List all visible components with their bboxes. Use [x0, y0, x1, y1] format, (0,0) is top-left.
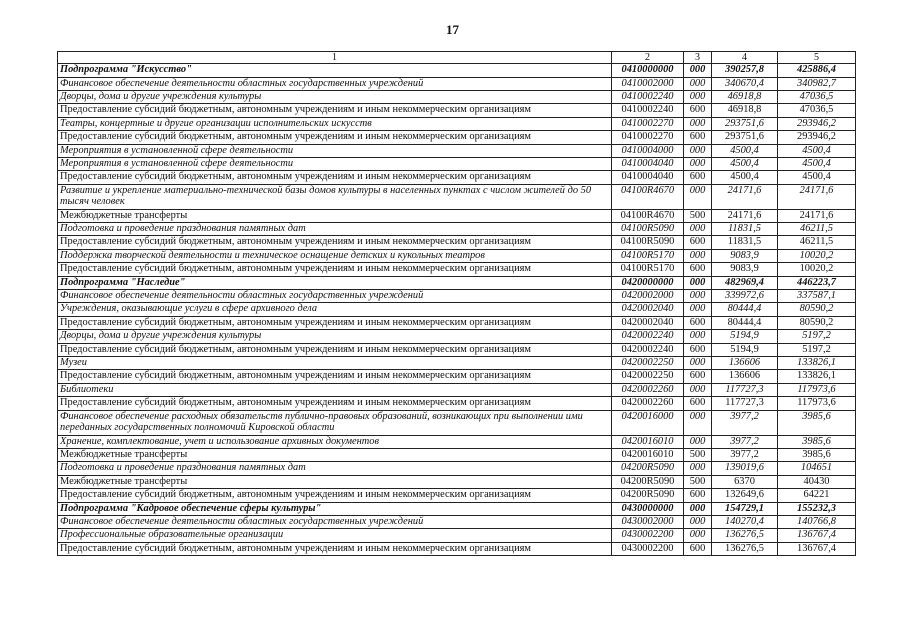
row-code: 04200R5090	[612, 462, 684, 475]
row-value-2: 10020,2	[778, 249, 856, 262]
row-value-2: 4500,4	[778, 171, 856, 184]
table-row	[58, 276, 856, 289]
row-type: 000	[684, 249, 712, 262]
row-value-1: 136276,5	[712, 542, 778, 555]
row-name: Поддержка творческой деятельности и техническое оснащение детских и кукольных театров	[58, 249, 612, 262]
row-value-2: 293946,2	[778, 131, 856, 144]
row-code: 0410002240	[612, 104, 684, 117]
table-row	[58, 370, 856, 383]
table-row	[58, 209, 856, 222]
row-value-2: 425886,4	[778, 64, 856, 77]
row-name: Подпрограмма "Искусство"	[58, 64, 612, 77]
row-value-1: 80444,4	[712, 303, 778, 316]
row-value-2: 140766,8	[778, 515, 856, 528]
row-value-2: 155232,3	[778, 502, 856, 515]
row-name: Межбюджетные трансферты	[58, 448, 612, 461]
row-code: 0420002040	[612, 316, 684, 329]
row-code: 04100R4670	[612, 184, 684, 209]
row-name: Межбюджетные трансферты	[58, 209, 612, 222]
row-type: 000	[684, 357, 712, 370]
table-row	[58, 104, 856, 117]
row-value-2: 47036,5	[778, 90, 856, 103]
row-value-1: 3977,2	[712, 410, 778, 435]
row-type: 600	[684, 489, 712, 502]
row-value-2: 446223,7	[778, 276, 856, 289]
row-value-2: 40430	[778, 475, 856, 488]
row-name: Дворцы, дома и другие учреждения культуры	[58, 330, 612, 343]
table-row	[58, 410, 856, 435]
row-name: Предоставление субсидий бюджетным, автономным учреждениям и иным некоммерческим организациям	[58, 171, 612, 184]
row-code: 0410004040	[612, 171, 684, 184]
row-code: 0420016010	[612, 448, 684, 461]
table-row	[58, 90, 856, 103]
row-code: 0420002260	[612, 397, 684, 410]
row-name: Предоставление субсидий бюджетным, автономным учреждениям и иным некоммерческим организациям	[58, 104, 612, 117]
row-name: Финансовое обеспечение деятельности областных государственных учреждений	[58, 515, 612, 528]
row-code: 04200R5090	[612, 489, 684, 502]
row-type: 000	[684, 64, 712, 77]
row-value-2: 104651	[778, 462, 856, 475]
row-value-1: 24171,6	[712, 184, 778, 209]
row-value-2: 47036,5	[778, 104, 856, 117]
table-row	[58, 357, 856, 370]
row-name: Предоставление субсидий бюджетным, автономным учреждениям и иным некоммерческим организациям	[58, 236, 612, 249]
row-code: 0430002200	[612, 529, 684, 542]
row-value-1: 46918,8	[712, 104, 778, 117]
row-code: 0430000000	[612, 502, 684, 515]
row-value-1: 136606	[712, 370, 778, 383]
row-code: 04100R5090	[612, 223, 684, 236]
row-value-2: 3985,6	[778, 410, 856, 435]
row-name: Подпрограмма "Кадровое обеспечение сферы культуры"	[58, 502, 612, 515]
row-type: 600	[684, 343, 712, 356]
row-type: 000	[684, 515, 712, 528]
column-header: 1	[58, 52, 612, 64]
row-value-1: 24171,6	[712, 209, 778, 222]
row-name: Финансовое обеспечение деятельности областных государственных учреждений	[58, 290, 612, 303]
row-name: Учреждения, оказывающие услуги в сфере архивного дела	[58, 303, 612, 316]
row-value-1: 136606	[712, 357, 778, 370]
row-code: 0410002240	[612, 90, 684, 103]
row-code: 0410002000	[612, 77, 684, 90]
table-row	[58, 131, 856, 144]
row-value-1: 140270,4	[712, 515, 778, 528]
column-header: 2	[612, 52, 684, 64]
row-name: Мероприятия в установленной сфере деятельности	[58, 144, 612, 157]
table-row	[58, 489, 856, 502]
table-row	[58, 397, 856, 410]
row-value-1: 4500,4	[712, 171, 778, 184]
row-type: 600	[684, 542, 712, 555]
row-name: Развитие и укрепление материально-технической базы домов культуры в населенных пунктах с числом жителей до 50 тысяч человек	[58, 184, 612, 209]
row-value-1: 390257,8	[712, 64, 778, 77]
row-name: Межбюджетные трансферты	[58, 475, 612, 488]
row-value-1: 132649,6	[712, 489, 778, 502]
row-type: 000	[684, 502, 712, 515]
row-type: 000	[684, 117, 712, 130]
row-type: 000	[684, 383, 712, 396]
table-row	[58, 64, 856, 77]
row-name: Предоставление субсидий бюджетным, автономным учреждениям и иным некоммерческим организациям	[58, 343, 612, 356]
row-code: 0420016000	[612, 410, 684, 435]
row-value-2: 46211,5	[778, 223, 856, 236]
row-value-1: 139019,6	[712, 462, 778, 475]
table-row	[58, 184, 856, 209]
row-name: Подпрограмма "Наследие"	[58, 276, 612, 289]
row-value-2: 337587,1	[778, 290, 856, 303]
row-value-1: 340670,4	[712, 77, 778, 90]
row-value-2: 136767,4	[778, 529, 856, 542]
row-name: Финансовое обеспечение расходных обязательств публично-правовых образований, возникающих при выполнении ими переданных государственных полномочий Кировской области	[58, 410, 612, 435]
row-value-2: 133826,1	[778, 370, 856, 383]
row-type: 000	[684, 184, 712, 209]
table-row	[58, 383, 856, 396]
row-value-2: 10020,2	[778, 263, 856, 276]
table-row	[58, 144, 856, 157]
row-value-2: 293946,2	[778, 117, 856, 130]
column-header: 5	[778, 52, 856, 64]
row-name: Подготовка и проведение празднования памятных дат	[58, 462, 612, 475]
row-value-2: 80590,2	[778, 316, 856, 329]
row-name: Предоставление субсидий бюджетным, автономным учреждениям и иным некоммерческим организациям	[58, 397, 612, 410]
row-code: 0420016010	[612, 435, 684, 448]
row-name: Профессиональные образовательные организации	[58, 529, 612, 542]
row-code: 0420002000	[612, 290, 684, 303]
row-type: 600	[684, 236, 712, 249]
row-type: 600	[684, 104, 712, 117]
row-value-1: 46918,8	[712, 90, 778, 103]
row-value-2: 24171,6	[778, 184, 856, 209]
row-type: 500	[684, 475, 712, 488]
table-row	[58, 435, 856, 448]
table-row	[58, 542, 856, 555]
row-value-1: 5194,9	[712, 343, 778, 356]
row-value-1: 117727,3	[712, 383, 778, 396]
table-row	[58, 263, 856, 276]
table-row	[58, 316, 856, 329]
row-type: 000	[684, 290, 712, 303]
row-value-1: 6370	[712, 475, 778, 488]
table-row	[58, 462, 856, 475]
row-code: 0410002270	[612, 117, 684, 130]
row-name: Мероприятия в установленной сфере деятельности	[58, 157, 612, 170]
row-value-2: 5197,2	[778, 343, 856, 356]
row-code: 0430002000	[612, 515, 684, 528]
row-code: 04100R4670	[612, 209, 684, 222]
row-type: 600	[684, 131, 712, 144]
row-value-1: 4500,4	[712, 144, 778, 157]
row-type: 000	[684, 90, 712, 103]
row-value-1: 293751,6	[712, 131, 778, 144]
row-value-1: 3977,2	[712, 448, 778, 461]
row-value-1: 136276,5	[712, 529, 778, 542]
table-row	[58, 448, 856, 461]
row-value-2: 4500,4	[778, 157, 856, 170]
row-code: 0410004040	[612, 157, 684, 170]
row-code: 04100R5090	[612, 236, 684, 249]
table-row	[58, 157, 856, 170]
row-code: 0410000000	[612, 64, 684, 77]
table-row	[58, 502, 856, 515]
row-value-2: 340982,7	[778, 77, 856, 90]
row-name: Хранение, комплектование, учет и использование архивных документов	[58, 435, 612, 448]
row-value-2: 3985,6	[778, 448, 856, 461]
row-value-2: 136767,4	[778, 542, 856, 555]
row-type: 500	[684, 209, 712, 222]
column-header: 3	[684, 52, 712, 64]
row-value-1: 11831,5	[712, 223, 778, 236]
row-type: 000	[684, 462, 712, 475]
row-value-1: 80444,4	[712, 316, 778, 329]
row-value-1: 482969,4	[712, 276, 778, 289]
row-type: 000	[684, 157, 712, 170]
row-name: Предоставление субсидий бюджетным, автономным учреждениям и иным некоммерческим организациям	[58, 489, 612, 502]
row-type: 600	[684, 397, 712, 410]
row-type: 600	[684, 370, 712, 383]
row-name: Предоставление субсидий бюджетным, автономным учреждениям и иным некоммерческим организациям	[58, 370, 612, 383]
row-name: Финансовое обеспечение деятельности областных государственных учреждений	[58, 77, 612, 90]
row-name: Предоставление субсидий бюджетным, автономным учреждениям и иным некоммерческим организациям	[58, 316, 612, 329]
table-row	[58, 77, 856, 90]
row-value-1: 9083,9	[712, 263, 778, 276]
table-row	[58, 529, 856, 542]
row-code: 0420002040	[612, 303, 684, 316]
row-value-1: 4500,4	[712, 157, 778, 170]
row-value-2: 64221	[778, 489, 856, 502]
row-code: 0410002270	[612, 131, 684, 144]
row-value-2: 5197,2	[778, 330, 856, 343]
row-value-1: 3977,2	[712, 435, 778, 448]
row-type: 500	[684, 448, 712, 461]
row-value-2: 117973,6	[778, 397, 856, 410]
row-type: 600	[684, 263, 712, 276]
table-row	[58, 117, 856, 130]
column-header: 4	[712, 52, 778, 64]
row-value-2: 4500,4	[778, 144, 856, 157]
row-code: 0410004000	[612, 144, 684, 157]
row-name: Библиотеки	[58, 383, 612, 396]
row-name: Предоставление субсидий бюджетным, автономным учреждениям и иным некоммерческим организациям	[58, 542, 612, 555]
row-value-1: 11831,5	[712, 236, 778, 249]
row-code: 0420002240	[612, 330, 684, 343]
table-row	[58, 223, 856, 236]
table-row	[58, 303, 856, 316]
table-header-row	[58, 52, 856, 64]
table-row	[58, 330, 856, 343]
row-type: 000	[684, 529, 712, 542]
row-type: 000	[684, 77, 712, 90]
table-row	[58, 249, 856, 262]
row-value-2: 24171,6	[778, 209, 856, 222]
table-row	[58, 515, 856, 528]
row-code: 0420000000	[612, 276, 684, 289]
budget-table	[57, 51, 856, 556]
row-value-2: 117973,6	[778, 383, 856, 396]
row-value-1: 293751,6	[712, 117, 778, 130]
row-type: 000	[684, 144, 712, 157]
row-code: 04100R5170	[612, 263, 684, 276]
row-name: Подготовка и проведение празднования памятных дат	[58, 223, 612, 236]
page-number: 17	[446, 22, 459, 37]
row-value-1: 339972,6	[712, 290, 778, 303]
row-value-2: 46211,5	[778, 236, 856, 249]
row-value-1: 5194,9	[712, 330, 778, 343]
table-row	[58, 475, 856, 488]
row-type: 000	[684, 330, 712, 343]
table-row	[58, 343, 856, 356]
row-code: 04200R5090	[612, 475, 684, 488]
row-type: 600	[684, 171, 712, 184]
row-type: 000	[684, 435, 712, 448]
table-row	[58, 290, 856, 303]
row-name: Музеи	[58, 357, 612, 370]
row-code: 0420002240	[612, 343, 684, 356]
row-name: Театры, концертные и другие организации исполнительских искусств	[58, 117, 612, 130]
row-type: 600	[684, 316, 712, 329]
row-type: 000	[684, 410, 712, 435]
row-code: 04100R5170	[612, 249, 684, 262]
row-type: 000	[684, 223, 712, 236]
row-value-1: 117727,3	[712, 397, 778, 410]
row-type: 000	[684, 303, 712, 316]
row-type: 000	[684, 276, 712, 289]
row-code: 0420002260	[612, 383, 684, 396]
table-row	[58, 236, 856, 249]
row-value-1: 9083,9	[712, 249, 778, 262]
row-value-1: 154729,1	[712, 502, 778, 515]
row-value-2: 3985,6	[778, 435, 856, 448]
row-value-2: 80590,2	[778, 303, 856, 316]
row-value-2: 133826,1	[778, 357, 856, 370]
row-code: 0420002250	[612, 357, 684, 370]
row-name: Предоставление субсидий бюджетным, автономным учреждениям и иным некоммерческим организациям	[58, 131, 612, 144]
row-name: Предоставление субсидий бюджетным, автономным учреждениям и иным некоммерческим организациям	[58, 263, 612, 276]
row-code: 0430002200	[612, 542, 684, 555]
row-code: 0420002250	[612, 370, 684, 383]
row-name: Дворцы, дома и другие учреждения культуры	[58, 90, 612, 103]
table-row	[58, 171, 856, 184]
